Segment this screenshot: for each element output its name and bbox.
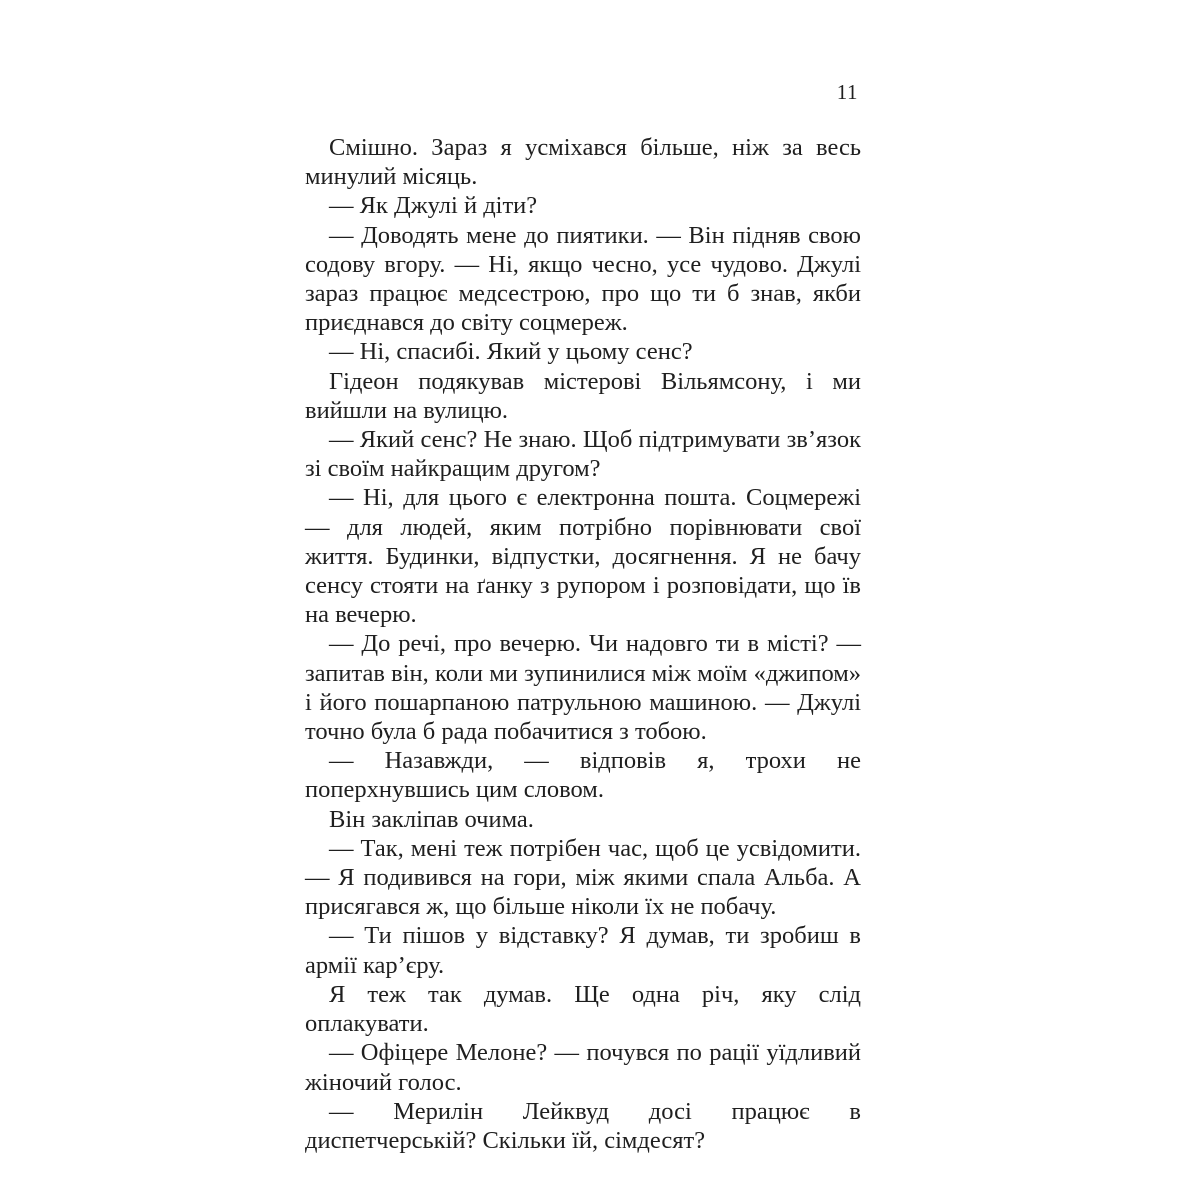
paragraph: — Ні, для цього є електронна пошта. Соцмережі — для людей, яким потрібно порівнювати свої життя. Будинки, відпустки, досягнення. Я не бачу сенсу стояти на ґанку з рупором і розповідати, що їв на вечерю.: [305, 484, 861, 629]
paragraph: Смішно. Зараз я усміхався більше, ніж за весь минулий місяць.: [305, 134, 861, 191]
paragraph: — Як Джулі й діти?: [329, 192, 538, 220]
paragraph: — Так, мені теж потрібен час, щоб це усвідомити. — Я подивився на гори, між якими спала Альба. А присягався ж, що більше ніколи їх не побачу.: [305, 834, 861, 921]
paragraph: — Ти пішов у відставку? Я думав, ти зробиш в армії кар’єру.: [305, 922, 861, 979]
paragraph: Я теж так думав. Ще одна річ, яку слід оплакувати.: [305, 980, 861, 1038]
body-text: [305, 133, 861, 1155]
paragraph: — До речі, про вечерю. Чи надовго ти в місті? — запитав він, коли ми зупинилися між моїм «джипом» і його пошарпаною патрульною машиною. — Джулі точно була б рада побачитися з тобою.: [305, 630, 861, 746]
paragraph: — Доводять мене до пиятики. — Він підняв свою содову вгору. — Ні, якщо чесно, усе чудово. Джулі зараз працює медсестрою, про що ти б знав, якби приєднався до світу соцмереж.: [305, 221, 861, 337]
paragraph: — Який сенс? Не знаю. Щоб підтримувати зв’язок зі своїм найкращим другом?: [305, 426, 861, 483]
paragraph: Гідеон подякував містерові Вільямсону, і ми вийшли на вулицю.: [305, 367, 861, 424]
paragraph: — Ні, спасибі. Який у цьому сенс?: [329, 338, 693, 366]
paragraph: — Мерилін Лейквуд досі працює в диспетчерській? Скільки їй, сімдесят?: [305, 1097, 861, 1154]
paragraph: Він закліпав очима.: [329, 805, 534, 833]
paragraph: — Офіцере Мелоне? — почувся по рації уїдливий жіночий голос.: [305, 1039, 861, 1096]
page-number: 11: [836, 80, 858, 104]
paragraph: — Назавжди, — відповів я, трохи не поперхнувшись цим словом.: [305, 747, 861, 804]
